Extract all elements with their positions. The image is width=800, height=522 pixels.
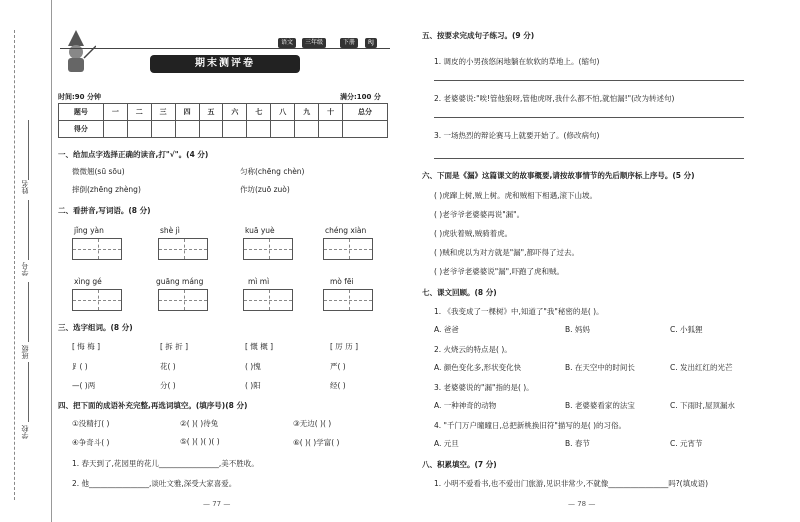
page-number-left: — 77 — xyxy=(203,500,231,508)
char-pair: [ 慨 概 ] xyxy=(245,342,274,351)
writing-box[interactable] xyxy=(323,289,373,311)
option-b[interactable]: B. 妈妈 xyxy=(565,325,590,334)
option-c[interactable]: C. 小狐狸 xyxy=(670,325,703,334)
story-item[interactable]: ( )贼和虎以为对方就是"漏",都吓得了过去。 xyxy=(434,248,580,257)
score-cell: 四 xyxy=(175,104,199,121)
option-a[interactable]: A. 颜色变化多,形状变化快 xyxy=(434,363,522,372)
score-input[interactable] xyxy=(199,121,223,138)
idiom-blank[interactable]: ⑥( )( )学富( ) xyxy=(293,438,340,447)
writing-box[interactable] xyxy=(243,289,293,311)
section-1-title: 一、给加点字选择正确的读音,打"√"。(4 分) xyxy=(58,150,209,159)
s1-item[interactable]: 摔倒(zhēng zhèng) xyxy=(72,185,141,194)
writing-box[interactable] xyxy=(158,238,208,260)
score-cell: 得分 xyxy=(59,121,104,138)
score-input[interactable] xyxy=(271,121,295,138)
pinyin-label: chéng xiàn xyxy=(325,226,367,235)
page-number-right: — 78 — xyxy=(568,500,596,508)
score-value-row xyxy=(59,121,388,138)
score-cell: 六 xyxy=(223,104,247,121)
student-id-line xyxy=(28,200,29,260)
score-cell: 一 xyxy=(103,104,127,121)
exam-time: 时间:90 分钟 xyxy=(58,93,101,101)
volume-tag: 下册 xyxy=(340,38,358,48)
writing-box[interactable] xyxy=(158,289,208,311)
school-label: 学校 xyxy=(21,425,29,439)
score-input[interactable] xyxy=(175,121,199,138)
section-2-title: 二、看拼音,写词语。(8 分) xyxy=(58,206,151,215)
s7-question-2[interactable]: 2. 火烧云的特点是( )。 xyxy=(434,345,512,354)
section-8-title: 八、积累填空。(7 分) xyxy=(422,460,497,469)
score-input[interactable] xyxy=(343,121,388,138)
word-blank[interactable]: 严( ) xyxy=(330,362,346,371)
score-input[interactable] xyxy=(319,121,343,138)
option-b[interactable]: B. 老婆婆看家的法宝 xyxy=(565,401,635,410)
story-item[interactable]: ( )老爷爷老婆婆说"漏",吓跑了虎和贼。 xyxy=(434,267,565,276)
score-cell: 九 xyxy=(295,104,319,121)
mascot-icon xyxy=(56,28,96,76)
s4-question-2[interactable]: 2. 他________________,谈吐文雅,深受大家喜爱。 xyxy=(72,479,237,488)
s7-question-4[interactable]: 4. "千门万户曈曈日,总把新桃换旧符"描写的是( )的习俗。 xyxy=(434,421,627,430)
s5-question-1: 1. 调皮的小男孩悠闲地躺在软软的草地上。(缩句) xyxy=(434,57,600,66)
writing-box[interactable] xyxy=(323,238,373,260)
option-a[interactable]: A. 元旦 xyxy=(434,439,459,448)
pinyin-label: shè jì xyxy=(160,226,180,235)
score-cell: 题号 xyxy=(59,104,104,121)
full-score: 满分:100 分 xyxy=(340,93,381,101)
s1-item[interactable]: 微微翘(sū sōu) xyxy=(72,167,125,176)
writing-box[interactable] xyxy=(72,238,122,260)
score-input[interactable] xyxy=(223,121,247,138)
word-blank[interactable]: ( )愧 xyxy=(245,362,261,371)
s5-question-2: 2. 老婆婆说:"唉!管他狼呀,管他虎呀,我什么都不怕,就怕漏!"(改为转述句) xyxy=(434,94,675,103)
writing-box[interactable] xyxy=(72,289,122,311)
s8-question-1[interactable]: 1. 小明不爱看书,也不爱出门旅游,见识非常少,不就像________________吗?(填成语) xyxy=(434,479,709,488)
section-3-title: 三、选字组词。(8 分) xyxy=(58,323,133,332)
option-b[interactable]: B. 在天空中的时间长 xyxy=(565,363,635,372)
header-rule xyxy=(60,48,390,49)
word-blank[interactable]: 分( ) xyxy=(160,381,176,390)
writing-box[interactable] xyxy=(243,238,293,260)
idiom-blank[interactable]: ③无边( )( ) xyxy=(293,419,332,428)
score-input[interactable] xyxy=(103,121,127,138)
cut-line xyxy=(14,30,15,500)
answer-line[interactable] xyxy=(434,117,744,118)
subject-tag: 语文 xyxy=(278,38,296,48)
score-cell: 二 xyxy=(127,104,151,121)
pinyin-label: guāng máng xyxy=(156,277,204,286)
option-b[interactable]: B. 春节 xyxy=(565,439,590,448)
pinyin-label: kuā yuè xyxy=(245,226,275,235)
idiom-blank[interactable]: ②( )( )待兔 xyxy=(180,419,219,428)
class-label: 班级 xyxy=(21,345,29,359)
s1-item[interactable]: 作坊(zuō zuò) xyxy=(240,185,290,194)
pinyin-label: mì mì xyxy=(248,277,270,286)
char-pair: [ 悔 梅 ] xyxy=(72,342,101,351)
idiom-blank[interactable]: ①没精打( ) xyxy=(72,419,110,428)
pinyin-label: xìng gé xyxy=(74,277,102,286)
name-label: 姓名 xyxy=(21,180,29,194)
s7-question-1[interactable]: 1. 《我变成了一棵树》中,知道了"我"秘密的是( )。 xyxy=(434,307,604,316)
binding-sidebar xyxy=(0,0,52,522)
score-table xyxy=(58,103,388,138)
score-cell: 五 xyxy=(199,104,223,121)
story-item[interactable]: ( )老爷爷老婆婆再说"漏"。 xyxy=(434,210,525,219)
idiom-blank[interactable]: ④争奇斗( ) xyxy=(72,438,110,447)
score-input[interactable] xyxy=(295,121,319,138)
student-id-label: 学号 xyxy=(21,262,29,276)
score-cell: 八 xyxy=(271,104,295,121)
s5-question-3: 3. 一场热烈的辩论赛马上就要开始了。(修改病句) xyxy=(434,131,600,140)
story-item[interactable]: ( )虎驮着贼,贼骑着虎。 xyxy=(434,229,513,238)
page-title: 期末测评卷 xyxy=(150,55,300,73)
option-c[interactable]: C. 下雨时,屋顶漏水 xyxy=(670,401,735,410)
option-a[interactable]: A. 爸爸 xyxy=(434,325,459,334)
score-input[interactable] xyxy=(247,121,271,138)
section-5-title: 五、按要求完成句子练习。(9 分) xyxy=(422,31,535,40)
score-input[interactable] xyxy=(127,121,151,138)
word-blank[interactable]: ( )阳 xyxy=(245,381,261,390)
char-pair: [ 拆 折 ] xyxy=(160,342,189,351)
score-input[interactable] xyxy=(151,121,175,138)
word-blank[interactable]: ⻊( ) xyxy=(72,362,88,371)
class-line xyxy=(28,282,29,342)
idiom-blank[interactable]: ⑤( )( )( )( ) xyxy=(180,437,220,446)
char-pair: [ 厉 历 ] xyxy=(330,342,359,351)
word-blank[interactable]: 经( ) xyxy=(330,381,346,390)
grade-tag: 三年级 xyxy=(302,38,326,48)
word-blank[interactable]: 花( ) xyxy=(160,362,176,371)
section-6-title: 六、下面是《漏》这篇课文的故事概要,请按故事情节的先后顺序标上序号。(5 分) xyxy=(422,171,695,180)
pinyin-label: jǐng yàn xyxy=(74,226,104,235)
option-c[interactable]: C. 元宵节 xyxy=(670,439,703,448)
score-cell: 十 xyxy=(319,104,343,121)
option-a[interactable]: A. 一种神奇的动物 xyxy=(434,401,497,410)
score-cell: 七 xyxy=(247,104,271,121)
s1-item[interactable]: 匀称(chēng chèn) xyxy=(240,167,305,176)
score-header-row xyxy=(59,104,388,121)
name-line xyxy=(28,120,29,180)
section-4-title: 四、把下面的成语补充完整,再选词填空。(填序号)(8 分) xyxy=(58,401,248,410)
score-cell: 三 xyxy=(151,104,175,121)
s7-question-3[interactable]: 3. 老婆婆说的"漏"指的是( )。 xyxy=(434,383,534,392)
pinyin-label: mò fēi xyxy=(330,277,354,286)
edition-tag: RJ xyxy=(365,38,377,48)
section-7-title: 七、课文回顾。(8 分) xyxy=(422,288,497,297)
score-cell: 总分 xyxy=(343,104,388,121)
word-blank[interactable]: —( )两 xyxy=(72,381,96,390)
s4-question-1[interactable]: 1. 春天到了,花园里的花儿________________,美不胜收。 xyxy=(72,459,259,468)
answer-line[interactable] xyxy=(434,80,744,81)
answer-line[interactable] xyxy=(434,158,744,159)
school-line xyxy=(28,362,29,422)
story-item[interactable]: ( )虎蹿上树,贼上树。虎和贼相下相遇,滚下山坡。 xyxy=(434,191,598,200)
option-c[interactable]: C. 发出红红的光芒 xyxy=(670,363,733,372)
